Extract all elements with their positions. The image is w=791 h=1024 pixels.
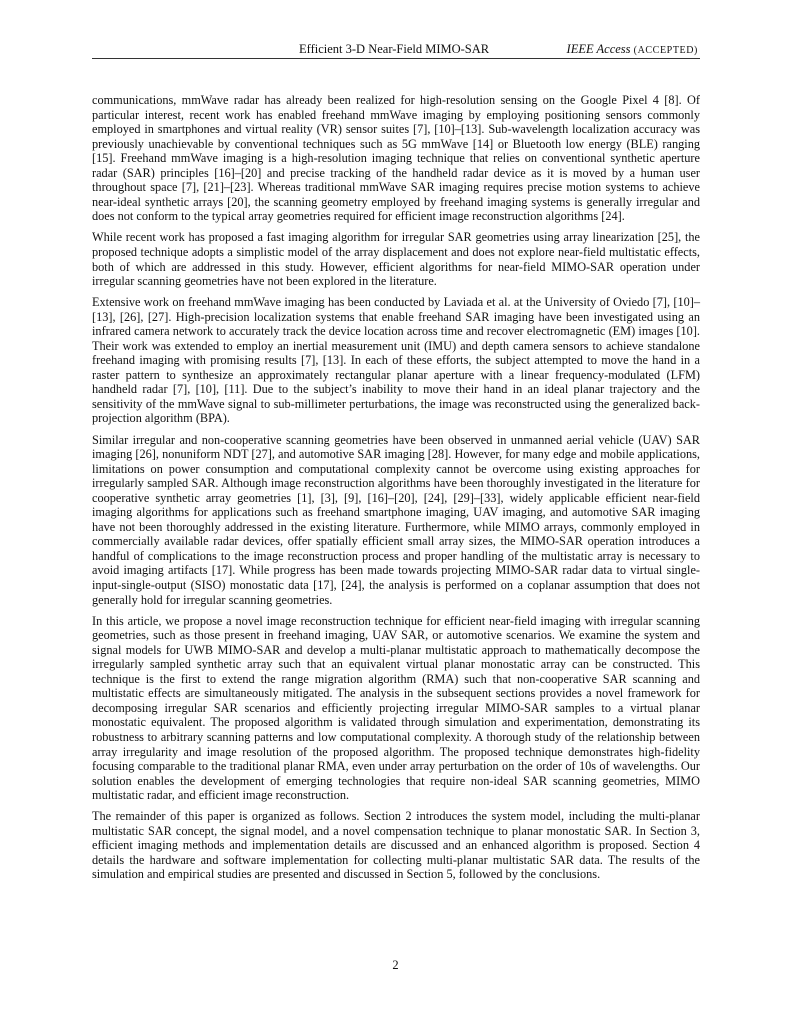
paragraph: communications, mmWave radar has already been realized for high-resolution sensing on the Google Pixel 4 [8]. Of particular interest, recent work has enabled freehand mmWave imaging by employing positioning sensors commonly employed in smartphones and virtual reality (VR) sensor suites [7], [10]–[13]. Sub-wavelength localization accuracy was previously unachievable by conventional techniques such as 5G mmWave [14] or Bluetooth low energy (BLE) ranging [15]. Freehand mmWave imaging is a high-resolution imaging technique that relies on conventional synthetic aperture radar (SAR) principles [16]–[20] and precise tracking of the handheld radar device as it is moved by a human user throughout space [7], [21]–[23]. Whereas traditional mmWave SAR imaging requires precise motion systems to achieve near-ideal synthetic arrays [20], the scanning geometry employed by freehand imaging systems is generally irregular and does not conform to the typical array geometries required for efficient image reconstruction algorithms [24]. — [92, 93, 700, 224]
journal-name: IEEE Access — [566, 42, 631, 56]
paragraph: Extensive work on freehand mmWave imaging has been conducted by Laviada et al. at the University of Oviedo [7], [10]–[13], [26], [27]. High-precision localization systems that enable freehand SAR imaging have been investigated using an infrared camera network to accurately track the device location across time and recover electromagnetic (EM) images [10]. Their work was extended to employ an inertial measurement unit (IMU) and depth camera sensors to achieve standalone freehand imaging with promising results [7], [13]. In each of these efforts, the subject attempted to move the hand in a raster pattern to synthesize an approximately rectangular planar aperture with a linear frequency-modulated (LFM) handheld radar [7], [10], [11]. Due to the subject’s inability to move their hand in an ideal planar trajectory and the sensitivity of the mmWave signal to sub-millimeter perturbations, the image was reconstructed using the generalized back-projection algorithm (BPA). — [92, 295, 700, 426]
journal-status: (ACCEPTED) — [633, 45, 698, 56]
paragraph: While recent work has proposed a fast imaging algorithm for irregular SAR geometries using array linearization [25], the proposed technique adopts a simplistic model of the array displacement and does not explore near-field multistatic effects, both of which are addressed in this study. However, efficient algorithms for near-field MIMO-SAR operation under irregular scanning geometries have not been explored in the literature. — [92, 230, 700, 289]
paragraph: The remainder of this paper is organized as follows. Section 2 introduces the system model, including the multi-planar multistatic SAR concept, the signal model, and a novel compensation technique to planar monostatic SAR. In Section 3, efficient imaging methods and implementation details are discussed and an enhanced algorithm is proposed. Section 4 details the hardware and software implementation for collecting multi-planar multistatic SAR data. The results of the simulation and empirical studies are presented and discussed in Section 5, followed by the conclusions. — [92, 809, 700, 882]
page-number: 2 — [392, 958, 399, 972]
paper-short-title: Efficient 3-D Near-Field MIMO-SAR — [299, 42, 490, 56]
running-header — [92, 42, 700, 59]
paragraph: In this article, we propose a novel image reconstruction technique for efficient near-field imaging with irregular scanning geometries, such as those present in freehand imaging, UAV SAR, or automotive scenarios. We examine the system and signal models for UWB MIMO-SAR and develop a multi-planar multistatic approach to mathematically decompose the irregularly sampled synthetic array such that an equivalent virtual planar monostatic array can be constructed. This technique is the first to extend the range migration algorithm (RMA) such that non-cooperative SAR scanning and multistatic effects are simultaneously mitigated. The analysis in the subsequent sections provides a novel framework for decomposing irregular SAR scenarios and efficiently projecting irregular MIMO-SAR samples to a virtual planar monostatic equivalent. The proposed algorithm is validated through simulation and experimentation, demonstrating its robustness to arbitrary scanning patterns and low computational complexity. A thorough study of the relationship between array irregularity and image resolution of the proposed algorithm. The proposed technique demonstrates high-fidelity focusing comparable to the traditional planar RMA, even under array perturbation on the order of 10s of wavelengths. Our solution enables the development of emerging technologies that require non-ideal SAR scanning geometries, MIMO multistatic radar, and efficient image reconstruction. — [92, 613, 700, 803]
journal-label — [567, 42, 698, 57]
paragraph: Similar irregular and non-cooperative scanning geometries have been observed in unmanned aerial vehicle (UAV) SAR imaging [26], nonuniform NDT [27], and automotive SAR imaging [28]. However, for many edge and mobile applications, limitations on power consumption and computational complexity cannot be overcome using existing approaches for irregularly sampled SAR. Although image reconstruction algorithms have been thoroughly investigated in the literature for cooperative synthetic array geometries [1], [3], [9], [16]–[20], [24], [29]–[33], widely applicable efficient near-field imaging algorithms for applications such as freehand smartphone imaging, UAV imaging, and automotive SAR imaging have not been thoroughly addressed in the existing literature. Furthermore, while MIMO arrays, commonly employed in commercially available radar devices, offer spatially efficient small array sizes, the MIMO-SAR operation introduces a handful of complications to the image reconstruction process and proper handling of the multistatic array is necessary to avoid imaging artifacts [17]. While progress has been made towards projecting MIMO-SAR radar data to virtual single-input-single-output (SISO) monostatic data [17], [24], the analysis is performed on a coplanar assumption that does not generally hold for irregular scanning geometries. — [92, 432, 700, 607]
body-text — [92, 93, 700, 888]
